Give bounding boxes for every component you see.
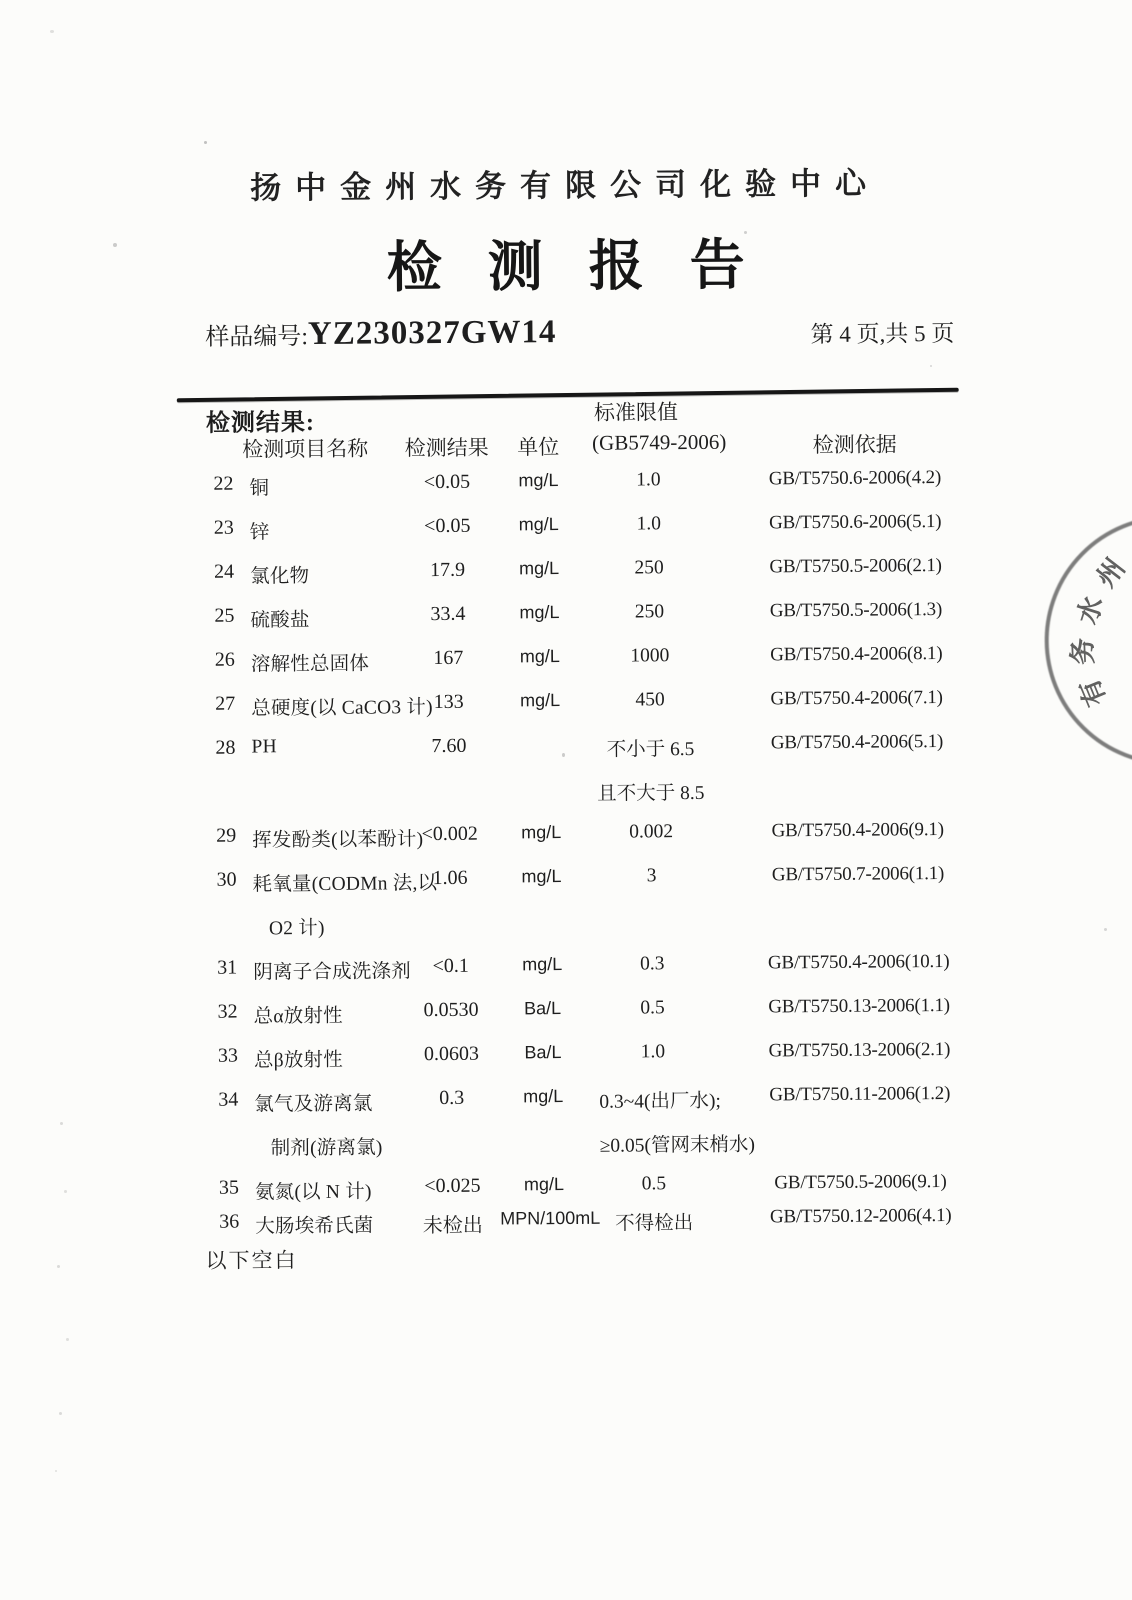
item-basis: GB/T5750.5-2006(9.1): [774, 1171, 947, 1194]
table-row: [214, 819, 966, 869]
header-item-name: 检测项目名称: [242, 436, 369, 462]
item-basis: GB/T5750.6-2006(4.2): [768, 467, 942, 490]
row-number: 36: [219, 1210, 240, 1233]
item-result: 0.3: [439, 1086, 465, 1110]
item-result: <0.05: [423, 470, 471, 494]
table-row: [213, 643, 965, 693]
item-result: 1.06: [432, 866, 468, 890]
item-result: 0.0603: [423, 1042, 480, 1066]
table-row: [213, 687, 965, 737]
item-unit: mg/L: [521, 866, 562, 887]
item-result: 33.4: [430, 602, 466, 626]
item-name-continued: [252, 779, 402, 780]
row-number: 28: [215, 736, 236, 759]
row-number: 22: [213, 472, 234, 495]
item-limit: 0.3~4(出厂水);: [599, 1090, 721, 1113]
row-number: 24: [214, 560, 235, 583]
item-basis: GB/T5750.13-2006(1.1): [768, 995, 950, 1018]
item-limit-continued: [586, 909, 706, 910]
table-row: [211, 467, 963, 517]
scan-speck: [66, 1338, 69, 1341]
scan-speck: [50, 30, 54, 33]
item-result: <0.025: [424, 1174, 481, 1198]
item-basis: GB/T5750.5-2006(2.1): [769, 555, 942, 578]
item-limit-continued: 且不大于 8.5: [597, 782, 705, 805]
item-unit: [496, 734, 584, 735]
row-number: 31: [217, 956, 238, 979]
results-table: [205, 467, 969, 1275]
seal-glyph: 有: [1073, 674, 1112, 711]
item-result: 17.9: [430, 558, 466, 582]
header-limit-standard: (GB5749-2006): [592, 429, 727, 455]
item-unit: mg/L: [521, 822, 562, 843]
item-limit-continued: ≥0.05(管网末梢水): [599, 1134, 756, 1157]
limit-header-top: 标准限值: [593, 400, 678, 425]
row-number: 33: [217, 1044, 239, 1067]
report-title: 检测报告: [386, 234, 791, 299]
seal-glyph: 务: [1067, 637, 1099, 666]
item-unit: mg/L: [519, 646, 560, 667]
table-body: [211, 467, 969, 1245]
item-result: 133: [433, 690, 464, 714]
table-row: [212, 599, 964, 649]
item-unit: MPN/100mL: [500, 1207, 601, 1229]
item-name-continued: O2 计): [268, 917, 325, 940]
sample-number-label: 样品编号:: [205, 324, 309, 351]
item-basis: GB/T5750.11-2006(1.2): [769, 1083, 951, 1106]
item-basis: GB/T5750.5-2006(1.3): [769, 599, 943, 622]
row-number: 27: [215, 692, 236, 715]
scan-speck: [60, 1122, 63, 1125]
item-name: 氯气及游离氯: [254, 1093, 373, 1116]
item-basis: GB/T5750.7-2006(1.1): [771, 863, 945, 886]
item-limit: 0.5: [641, 1173, 667, 1195]
scan-speck: [64, 1190, 67, 1193]
item-unit: mg/L: [523, 1174, 565, 1195]
item-basis: GB/T5750.13-2006(2.1): [768, 1039, 951, 1062]
row-number: 34: [218, 1088, 239, 1111]
seal-glyph: 水: [1071, 592, 1109, 628]
item-basis: GB/T5750.4-2006(10.1): [767, 951, 950, 974]
table-row: [212, 555, 964, 605]
item-result: 0.0530: [423, 998, 479, 1022]
item-result: <0.002: [421, 822, 478, 846]
item-name: 总α放射性: [253, 1005, 343, 1028]
item-name: 阴离子合成洗涤剂: [253, 961, 411, 984]
item-limit: 250: [634, 601, 665, 623]
item-basis: GB/T5750.12-2006(4.1): [769, 1205, 952, 1228]
item-unit: mg/L: [519, 602, 560, 623]
item-limit: 1.0: [636, 513, 662, 535]
scan-speck: [59, 1412, 62, 1415]
row-number: 25: [214, 604, 235, 627]
item-result: <0.05: [424, 514, 471, 538]
scan-speck: [204, 141, 207, 144]
item-unit: Ba/L: [523, 998, 562, 1019]
item-unit: mg/L: [523, 1086, 564, 1107]
item-unit: mg/L: [518, 514, 559, 535]
item-unit: mg/L: [520, 690, 561, 711]
row-number: 32: [217, 1000, 238, 1023]
header-basis: 检测依据: [812, 432, 897, 458]
item-limit: 250: [634, 557, 664, 579]
item-limit: 3: [646, 865, 657, 887]
item-unit: Ba/L: [524, 1042, 562, 1063]
item-limit: 1000: [630, 645, 670, 667]
scan-speck: [113, 243, 117, 247]
item-result: 未检出: [422, 1214, 483, 1238]
item-name: 大肠埃希氏菌: [255, 1215, 374, 1238]
table-row: [213, 731, 966, 825]
scan-speck: [55, 1470, 57, 1472]
item-basis: GB/T5750.4-2006(8.1): [770, 643, 943, 666]
header-result: 检测结果: [404, 435, 489, 461]
item-name: 锌: [249, 522, 270, 544]
sample-number-value: YZ230327GW14: [307, 314, 557, 353]
item-name: 溶解性总固体: [250, 653, 370, 676]
item-name: 硫酸盐: [250, 610, 310, 632]
row-number: 30: [216, 868, 237, 891]
item-basis: GB/T5750.4-2006(5.1): [770, 731, 944, 754]
item-name: 总β放射性: [253, 1049, 343, 1072]
table-row: [212, 511, 964, 561]
row-number: 23: [213, 516, 234, 539]
item-name: 耗氧量(CODMn 法,以: [252, 873, 438, 896]
item-limit: 0.3: [639, 953, 665, 975]
table-row: [215, 951, 967, 1001]
item-unit: mg/L: [519, 558, 560, 579]
table-row: [216, 1039, 968, 1089]
item-result: 7.60: [431, 734, 467, 758]
item-basis: GB/T5750.4-2006(9.1): [771, 819, 944, 842]
row-number: 29: [216, 824, 237, 847]
item-name: 氨氮(以 N 计): [254, 1181, 372, 1204]
item-name-continued: 制剂(游离氯): [270, 1137, 383, 1160]
seal-glyph: 州: [1090, 552, 1131, 593]
item-limit: 1.0: [640, 1041, 666, 1063]
item-name: PH: [251, 736, 277, 758]
item-limit: 0.5: [640, 997, 665, 1019]
results-section-label: 检测结果:: [205, 409, 316, 437]
sample-number-line: [205, 314, 556, 354]
item-limit: 不得检出: [615, 1213, 694, 1235]
item-name: 铜: [249, 478, 270, 500]
row-number: 26: [214, 648, 235, 671]
item-limit: 不小于 6.5: [606, 739, 695, 761]
item-name: 氯化物: [250, 566, 310, 588]
item-unit: mg/L: [518, 470, 559, 491]
item-result: <0.1: [432, 954, 469, 978]
page-indicator: 第 4 页,共 5 页: [810, 320, 955, 348]
company-name: 扬中金州水务有限公司化验中心: [249, 165, 881, 206]
item-result: 167: [433, 646, 464, 670]
item-limit: 0.002: [629, 821, 674, 843]
table-row: [216, 1083, 969, 1177]
scan-speck: [744, 231, 747, 234]
table-header-row: [211, 428, 963, 464]
item-name: 总硬度(以 CaCO3 计): [251, 697, 433, 720]
item-unit: mg/L: [522, 954, 563, 975]
scan-speck: [1104, 928, 1107, 931]
item-limit: 450: [635, 689, 665, 711]
header-unit: 单位: [517, 435, 560, 460]
scan-speck: [930, 365, 932, 367]
row-number: 35: [218, 1176, 240, 1199]
blank-below-note: 以下空白: [205, 1248, 298, 1273]
item-basis: GB/T5750.4-2006(7.1): [770, 687, 943, 710]
table-row: [215, 995, 967, 1045]
scan-speck: [57, 1265, 60, 1268]
item-name: 挥发酚类(以苯酚计): [252, 829, 424, 852]
item-basis: GB/T5750.6-2006(5.1): [769, 511, 942, 534]
item-limit: 1.0: [636, 469, 661, 491]
scan-speck: [562, 753, 565, 757]
table-row: [214, 863, 967, 957]
